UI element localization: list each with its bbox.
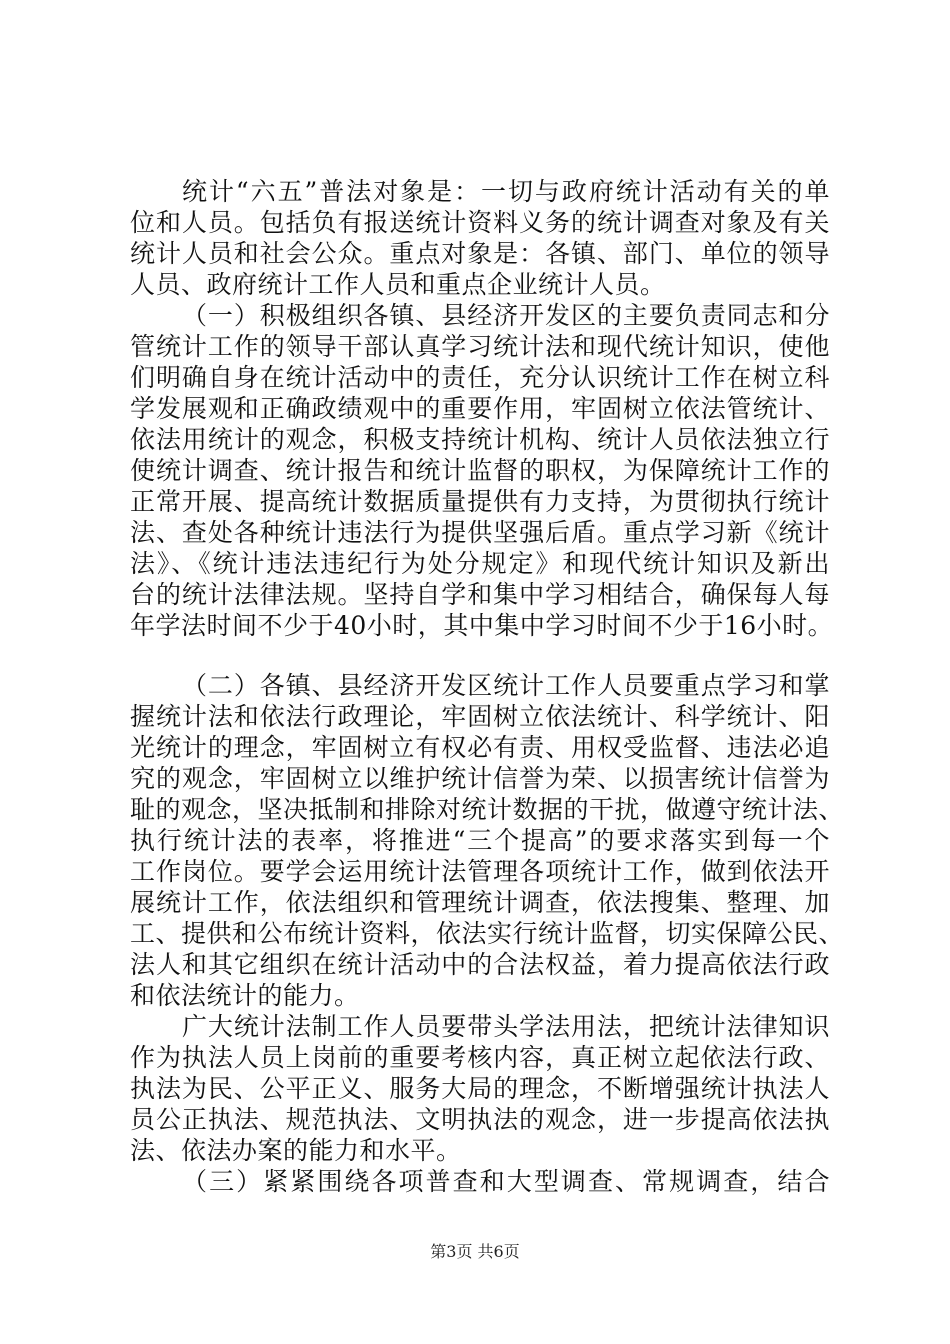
text-line: 作为执法人员上岗前的重要考核内容，真正树立起依法行政、 xyxy=(130,1043,830,1072)
text-line: 法》、《统计违法违纪行为处分规定》和现代统计知识及新出 xyxy=(130,549,830,578)
text-line: 执行统计法的表率，将推进“三个提高”的要求落实到每一个 xyxy=(130,826,830,855)
text-line: 工作岗位。要学会运用统计法管理各项统计工作，做到依法开 xyxy=(130,857,830,886)
text-line: 执法为民、公平正义、服务大局的理念，不断增强统计执法人 xyxy=(130,1074,830,1103)
text-line: 正常开展、提高统计数据质量提供有力支持，为贯彻执行统计 xyxy=(130,487,830,516)
text-line: 依法用统计的观念，积极支持统计机构、统计人员依法独立行 xyxy=(130,425,830,454)
text-line: 法、依法办案的能力和水平。 xyxy=(130,1136,462,1165)
text-line: 耻的观念，坚决抵制和排除对统计数据的干扰，做遵守统计法、 xyxy=(130,795,845,824)
text-line: 学发展观和正确政绩观中的重要作用，牢固树立依法管统计、 xyxy=(130,394,830,423)
text-line: 握统计法和依法行政理论，牢固树立依法统计、科学统计、阳 xyxy=(130,702,830,731)
text-line: 人员、政府统计工作人员和重点企业统计人员。 xyxy=(130,270,666,299)
text-line: （一）积极组织各镇、县经济开发区的主要负责同志和分 xyxy=(182,301,830,330)
text-line: 展统计工作，依法组织和管理统计调查，依法搜集、整理、加 xyxy=(130,888,830,917)
text-line: 工、提供和公布统计资料，依法实行统计监督，切实保障公民、 xyxy=(130,919,845,948)
text-line: 台的统计法律法规。坚持自学和集中学习相结合，确保每人每 xyxy=(130,580,830,609)
text-line: 光统计的理念，牢固树立有权必有责、用权受监督、违法必追 xyxy=(130,733,830,762)
text-line: 广大统计法制工作人员要带头学法用法，把统计法律知识 xyxy=(182,1012,830,1041)
text-line: 统计“六五”普法对象是：一切与政府统计活动有关的单 xyxy=(182,177,830,206)
text-line: 员公正执法、规范执法、文明执法的观念，进一步提高依法执 xyxy=(130,1105,830,1134)
text-line: （二）各镇、县经济开发区统计工作人员要重点学习和掌 xyxy=(182,671,830,700)
text-line: 年学法时间不少于40小时，其中集中学习时间不少于16小时。 xyxy=(130,611,834,640)
text-line: 管统计工作的领导干部认真学习统计法和现代统计知识，使他 xyxy=(130,332,830,361)
text-line: 使统计调查、统计报告和统计监督的职权，为保障统计工作的 xyxy=(130,456,830,485)
text-line: 们明确自身在统计活动中的责任，充分认识统计工作在树立科 xyxy=(130,363,830,392)
text-line: 究的观念，牢固树立以维护统计信誉为荣、以损害统计信誉为 xyxy=(130,764,830,793)
text-line: （三）紧紧围绕各项普查和大型调查、常规调查，结合 xyxy=(182,1167,830,1196)
text-line: 位和人员。包括负有报送统计资料义务的统计调查对象及有关 xyxy=(130,208,830,237)
text-line: 法人和其它组织在统计活动中的合法权益，着力提高依法行政 xyxy=(130,950,830,979)
page-number-footer: 第3页 共6页 xyxy=(430,1242,520,1261)
text-line: 统计人员和社会公众。重点对象是：各镇、部门、单位的领导 xyxy=(130,239,830,268)
text-line: 法、查处各种统计违法行为提供坚强后盾。重点学习新《统计 xyxy=(130,518,830,547)
text-line: 和依法统计的能力。 xyxy=(130,981,360,1010)
